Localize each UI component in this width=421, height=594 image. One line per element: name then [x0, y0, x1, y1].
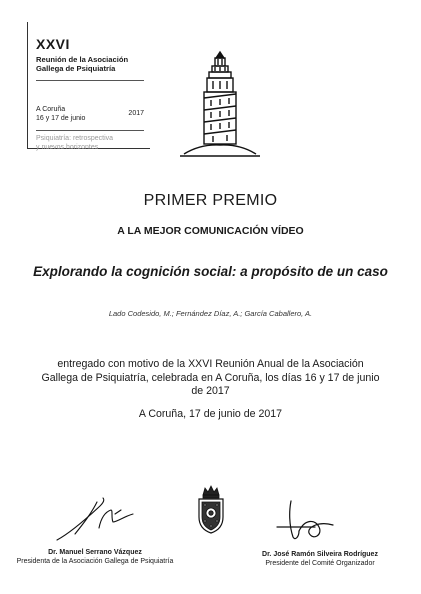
right-signature: [275, 497, 365, 545]
right-signatory-role: Presidente del Comité Organizador: [265, 560, 375, 567]
header-divider: [36, 80, 144, 81]
header-divider-2: [36, 130, 144, 131]
left-signatory-role: Presidenta de la Asociación Gallega de Psiquiatría: [16, 558, 174, 565]
authors: Lado Codesido, M.; Fernández Díaz, A.; García Caballero, A.: [108, 309, 313, 318]
place-and-date: A Coruña, 17 de junio de 2017: [138, 408, 283, 420]
edition-number: XXVI: [36, 36, 70, 52]
award-title: PRIMER PREMIO: [143, 192, 278, 209]
left-signatory-name: Dr. Manuel Serrano Vázquez: [48, 549, 142, 556]
coat-of-arms-icon: [193, 485, 229, 535]
meeting-name-line1: Reunión de la Asociación: [36, 55, 129, 64]
delivery-statement: entregado con motivo de la XXVI Reunión Anual de la Asociación Gallega de Psiquiatría, celebrada en A Coruña, los días 16 y 17 de junio de 2017: [41, 358, 380, 397]
event-motto-line1: Psiquiatría: retrospectiva: [36, 135, 114, 142]
event-year: 2017: [128, 110, 144, 117]
right-signatory-name: Dr. José Ramón Silveira Rodríguez: [262, 551, 378, 558]
event-city: A Coruña: [36, 106, 66, 113]
event-dates: 16 y 17 de junio: [36, 115, 86, 122]
hercules-tower-icon: [180, 50, 260, 162]
award-category: A LA MEJOR COMUNICACIÓN VÍDEO: [117, 225, 304, 237]
meeting-name-line2: Gallega de Psiquiatría: [36, 64, 116, 73]
event-motto-line2: y nuevos horizontes: [36, 144, 99, 151]
work-title: Explorando la cognición social: a propósito de un caso: [33, 264, 388, 279]
event-header-box: [27, 22, 150, 149]
left-signature: [55, 488, 165, 543]
